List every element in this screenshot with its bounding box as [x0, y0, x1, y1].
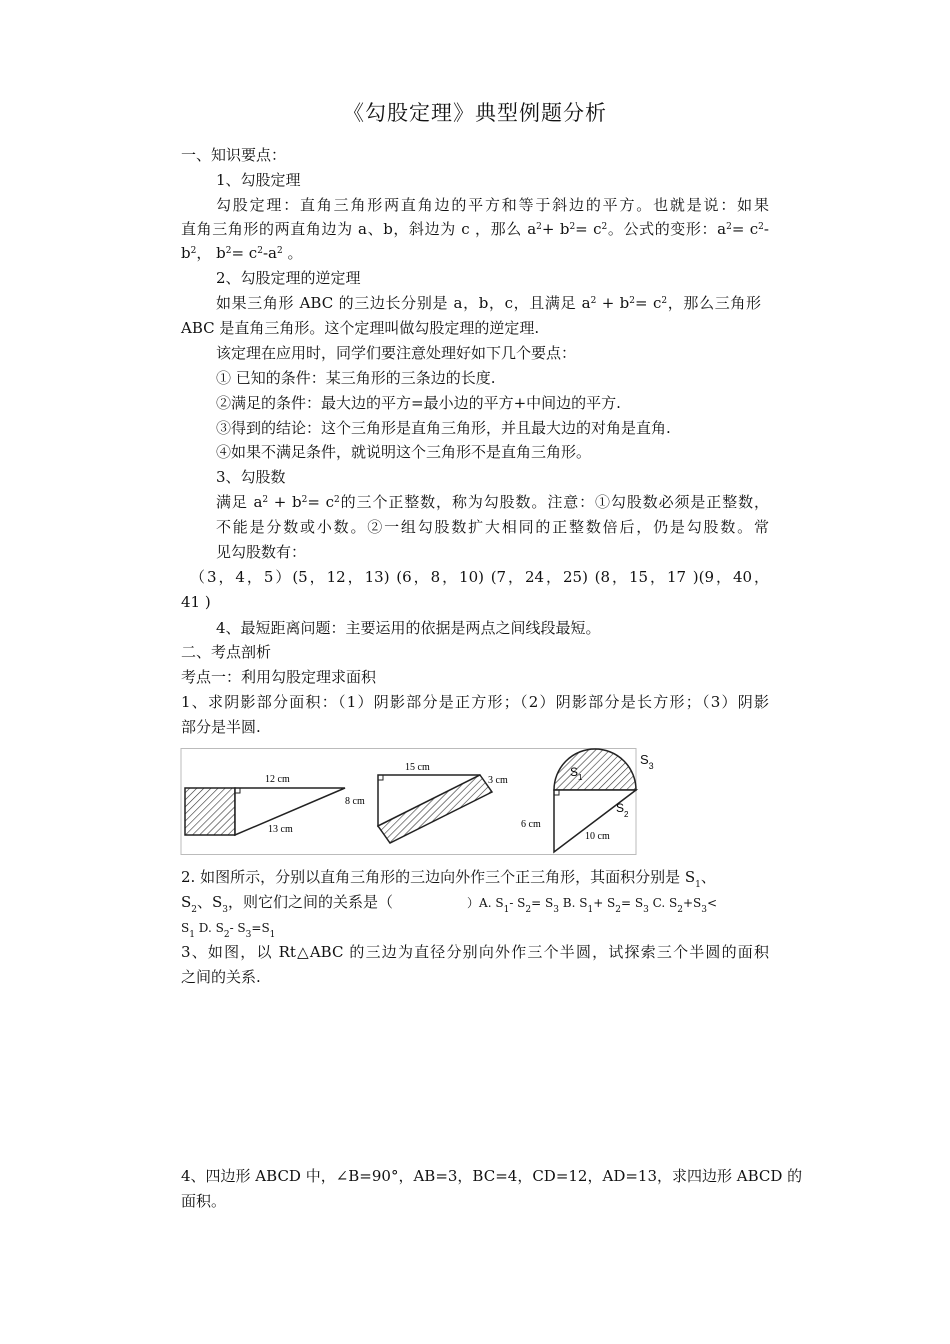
figure-3-label-s3: $S_3$ — [640, 752, 654, 771]
question-2-line-1: 2. 如图所示，分别以直角三角形的三边向外作三个正三角形，其面积分别是 $S_1$、 — [181, 868, 716, 890]
topic-4-title: 4、最短距离问题：主要运用的依据是两点之间线段最短。 — [216, 619, 601, 637]
question-3-line-1: 3、如图，以 Rt△ABC 的三边为直径分别向外作三个半圆，试探索三个半圆的面积 — [181, 943, 769, 961]
topic-k1-title: 考点一：利用勾股定理求面积 — [181, 668, 377, 686]
triples-list-end: 41 ) — [181, 593, 211, 611]
figure-1-label-right: 8 cm — [345, 796, 365, 807]
triples-line-2: 不能是分数或小数。②一组勾股数扩大相同的正整数倍后，仍是勾股数。常 — [216, 518, 769, 536]
question-2-line-2: $S_2$、$S_3$，则它们之间的关系是（ ）A. $S_1-$ $S_2= S_3$ B. $S_1+ S_2= S_3$ C. $S_2+S_3<$ — [181, 893, 718, 915]
page-title: 《勾股定理》典型例题分析 — [343, 101, 607, 125]
converse-line-1: 如果三角形 ABC 的三边长分别是 a，b，c，且满足 $a^2 + b^2= c^2$，那么三角形 — [216, 294, 761, 312]
section-1-heading: 一、知识要点： — [181, 146, 287, 164]
theorem-line-2: 直角三角形的两直角边为 a、b，斜边为 c ，那么 $a^2+ b^2= c^2$。公式的变形：$a^2= c^2-$ — [181, 220, 769, 238]
theorem-line-3: $b^2$， $b^2= c^2-a^2$ 。 — [181, 244, 303, 262]
question-1-line-2: 部分是半圆. — [181, 718, 261, 736]
triples-list: （3，4，5）(5，12，13) (6，8，10) (7，24，25) (8，15，17 )(9，40， — [190, 568, 769, 586]
point-1: ① 已知的条件：某三角形的三条边的长度. — [216, 369, 496, 387]
figure-1-square — [185, 788, 235, 835]
question-4-line-2: 面积。 — [181, 1192, 227, 1210]
figure-1-label-top: 12 cm — [265, 774, 290, 785]
question-2-options: ）A. $S_1-$ $S_2= S_3$ B. $S_1+ S_2= S_3$ C. $S_2+S_3<$ — [467, 896, 718, 915]
question-1-line-1: 1、求阴影部分面积：（1）阴影部分是正方形；（2）阴影部分是长方形；（3）阴影 — [181, 693, 769, 711]
section-2-heading: 二、考点剖析 — [181, 643, 272, 661]
figure-3-label-s2: $S_2$ — [616, 801, 629, 819]
figure-2 — [378, 762, 508, 843]
figure-svg — [180, 748, 640, 856]
figure-3 — [521, 749, 636, 852]
question-2-line-3: $S_1$ D. $S_2-$ $S_3=S_1$ — [181, 921, 276, 940]
figure-3-label-hyp: 10 cm — [585, 831, 610, 842]
figure-1 — [185, 774, 365, 835]
figure-3-label-left: 6 cm — [521, 819, 541, 830]
figure-3-label-s1: $S_1$ — [570, 765, 583, 782]
converse-line-3: 该定理在应用时，同学们要注意处理好如下几个要点： — [216, 344, 577, 362]
topic-2-title: 2、勾股定理的逆定理 — [216, 269, 361, 287]
question-4-line-1: 4、四边形 ABCD 中，∠B=90°，AB=3，BC=4，CD=12，AD=13，求四边形 ABCD 的 — [181, 1167, 803, 1185]
figure-3-triangle — [554, 790, 636, 852]
triples-line-1: 满足 $a^2 + b^2= c^2$的三个正整数，称为勾股数。注意：①勾股数必须是正整数， — [216, 493, 769, 511]
point-3: ③得到的结论：这个三角形是直角三角形，并且最大边的对角是直角. — [216, 419, 671, 437]
triples-line-3: 见勾股数有： — [216, 543, 307, 561]
area-figures — [180, 748, 640, 856]
theorem-line-1: 勾股定理：直角三角形两直角边的平方和等于斜边的平方。也就是说：如果 — [216, 196, 769, 214]
topic-3-title: 3、勾股数 — [216, 468, 286, 486]
figure-1-label-hyp: 13 cm — [268, 824, 293, 835]
topic-1-title: 1、勾股定理 — [216, 171, 301, 189]
point-4: ④如果不满足条件，就说明这个三角形不是直角三角形。 — [216, 443, 592, 461]
question-3-line-2: 之间的关系. — [181, 968, 261, 986]
figure-2-label-top: 15 cm — [405, 762, 430, 773]
point-2: ②满足的条件：最大边的平方=最小边的平方+中间边的平方. — [216, 394, 621, 412]
figure-3-semicircle — [554, 749, 636, 790]
converse-line-2: ABC 是直角三角形。这个定理叫做勾股定理的逆定理. — [181, 319, 540, 337]
figure-2-label-right: 3 cm — [488, 775, 508, 786]
